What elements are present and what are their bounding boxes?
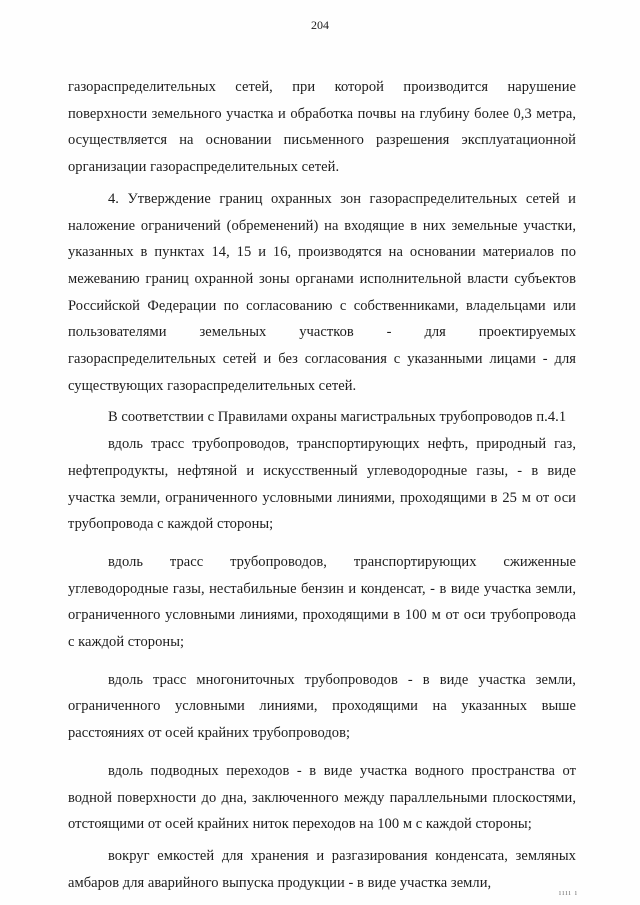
paragraph-item-4: 4. Утверждение границ охранных зон газораспределительных сетей и наложение ограничений (обременений) на входящие в них земельные участки, указанных в пунктах 14, 15 и 16, производятся на основании материалов по межеванию границ охранной зоны органами исполнительной власти субъектов Российской Федерации по согласованию с собственниками, владельцами или пользователями земельных участков - для проектируемых газораспределительных сетей и без согласования с указанными лицами - для существующих газораспределительных сетей. — [68, 190, 576, 394]
page-number: 204 — [311, 18, 329, 32]
paragraph-multiline-pipelines: вдоль трасс многониточных трубопроводов - в виде участка земли, ограниченного условными линиями, проходящими на указанных выше расстояниях от осей крайних трубопроводов; — [68, 671, 576, 742]
paragraph-oil-gas-pipelines: вдоль трасс трубопроводов, транспортирующих нефть, природный газ, нефтепродукты, нефтяной и искусственный углеводородные газы, - в виде участка земли, ограниченного условными линиями, проходящими в 25 м от оси трубопровода с каждой стороны; — [68, 436, 576, 533]
paragraph-condensate-tanks: вокруг емкостей для хранения и разгазирования конденсата, земляных амбаров для аварийного выпуска продукции - в виде участка земли, — [68, 847, 576, 891]
paragraph-rules-reference: В соответствии с Правилами охраны магистральных трубопроводов п.4.1 — [108, 409, 567, 426]
paragraph-liquefied-gas-pipelines: вдоль трасс трубопроводов, транспортирующих сжиженные углеводородные газы, нестабильные бензин и конденсат, - в виде участка земли, ограниченного условными линиями, проходящими в 100 м от оси трубопровода с каждой стороны; — [68, 553, 576, 651]
document-body — [68, 74, 576, 896]
paragraph-continuation: газораспределительных сетей, при которой производится нарушение поверхности земельного участка и обработка почвы на глубину более 0,3 метра, осуществляется на основании письменного разрешения эксплуатационной организации газораспределительных сетей. — [68, 79, 576, 176]
scan-mark: ıııı ı — [558, 888, 578, 897]
paragraph-underwater-crossings: вдоль подводных переходов - в виде участка водного пространства от водной поверхности до дна, заключенного между параллельными плоскостями, отстоящими от осей крайних ниток переходов на 100 м с каждой стороны; — [68, 762, 576, 833]
